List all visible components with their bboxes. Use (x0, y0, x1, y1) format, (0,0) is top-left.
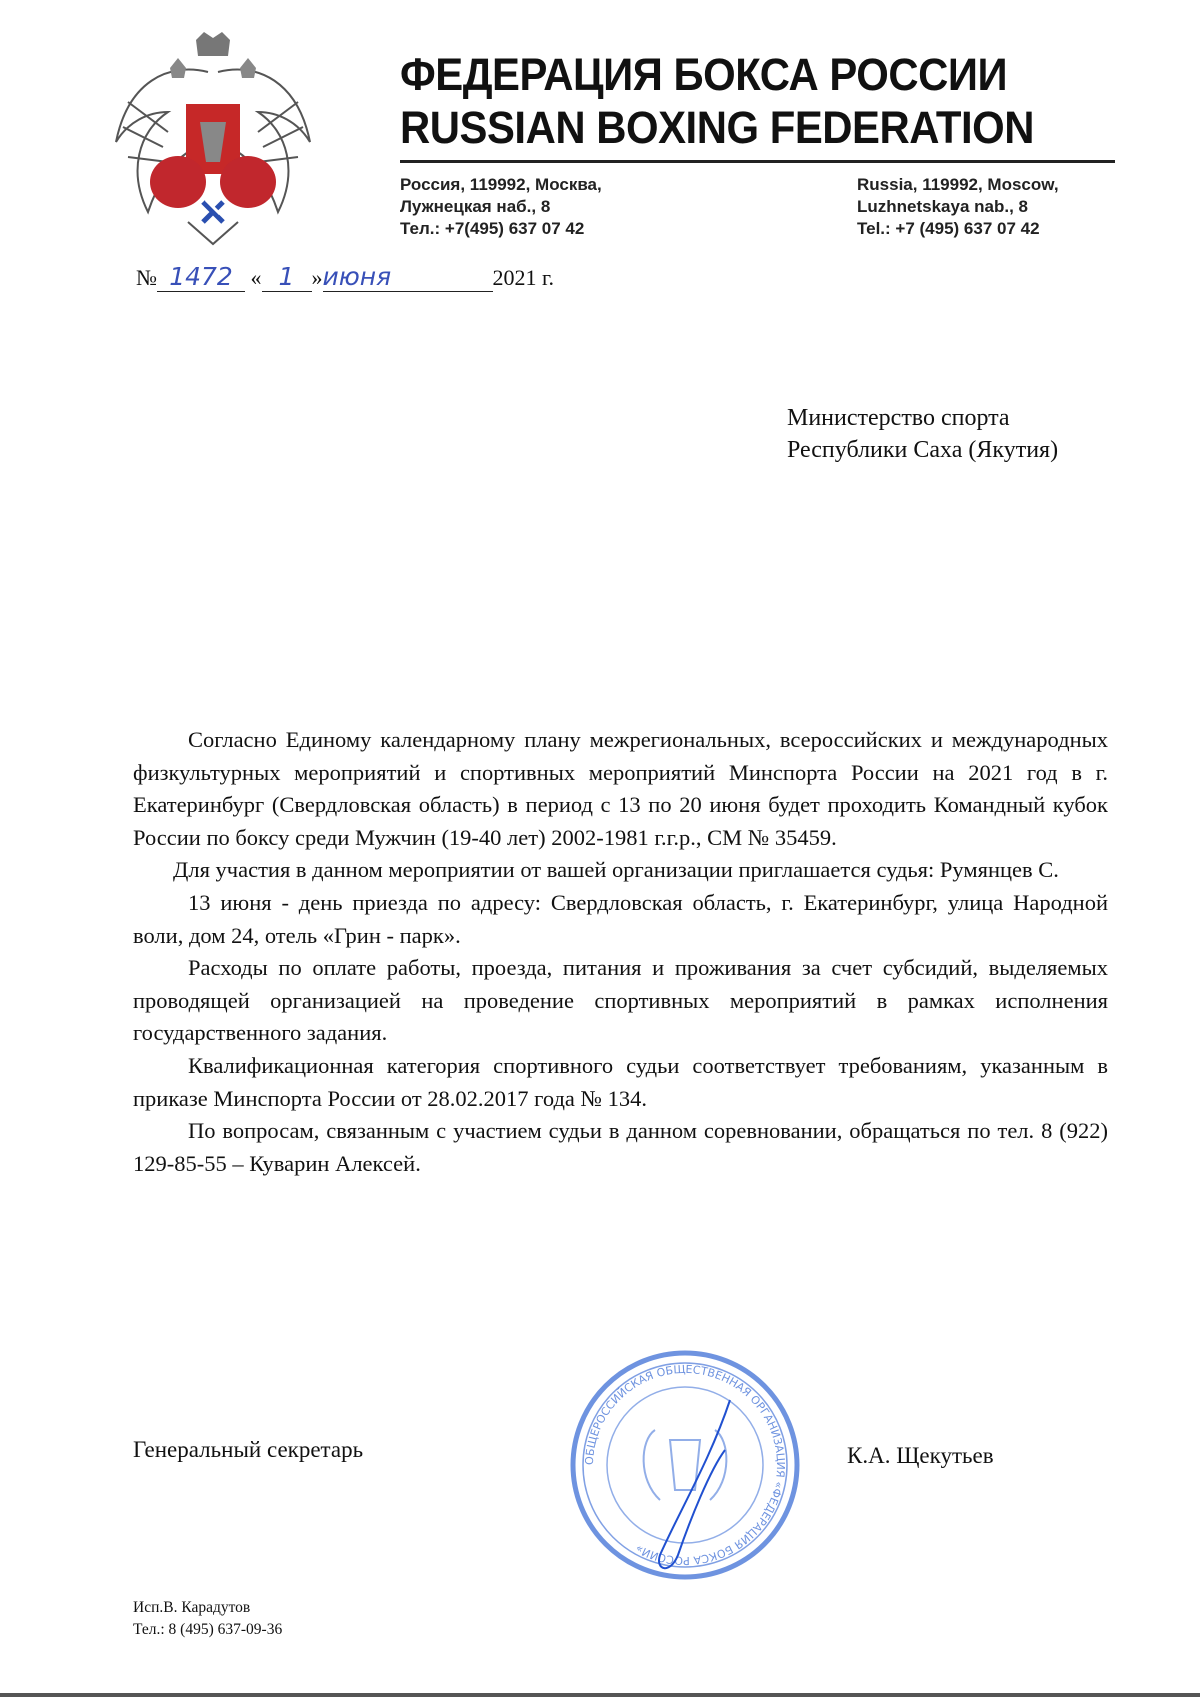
quote-open: « (250, 265, 262, 290)
scan-edge (0, 1693, 1200, 1697)
registration-number: 1472 (157, 262, 245, 292)
title-russian: ФЕДЕРАЦИЯ БОКСА РОССИИ (400, 49, 1008, 100)
eagle-emblem-logo (108, 32, 318, 247)
address-line: Russia, 119992, Moscow, (857, 175, 1059, 194)
executor-info (133, 1597, 282, 1641)
registration-day: 1 (262, 262, 312, 292)
body-paragraph: Для участия в данном мероприятии от вашей организации приглашается судья: Румянцев С. (173, 857, 1059, 883)
phone-line: Tel.: +7 (495) 637 07 42 (857, 219, 1040, 238)
body-paragraph: Расходы по оплате работы, проезда, питания и проживания за счет субсидий, выделяемых проводящей организацией на проведение спортивных мероприятий в рамках исполнения государственного задания. (133, 955, 1108, 1046)
body-paragraph: Квалификационная категория спортивного судьи соответствует требованиям, указанным в приказе Минспорта России от 28.02.2017 года № 134. (133, 1052, 1108, 1111)
recipient-line: Министерство спорта (787, 405, 1010, 431)
address-line: Лужнецкая наб., 8 (400, 197, 551, 216)
address-russian (400, 174, 602, 240)
letterhead-title (400, 48, 1034, 154)
number-label: № (136, 265, 157, 290)
body-paragraph: 13 июня - день приезда по адресу: Свердловская область, г. Екатеринбург, улица Народной воли, дом 24, отель «Грин - парк». (133, 889, 1108, 948)
body-paragraph: Согласно Единому календарному плану межрегиональных, всероссийских и международных физкультурных мероприятий и спортивных мероприятий Минспорта России на 2021 год в г. Екатеринбург (Свердловская область) в период с 13 по 20 июня будет проходить Командный кубок России по боксу среди Мужчин (19-40 лет) 2002-1981 г.г.р., СМ № 35459. (133, 727, 1108, 850)
header-divider (400, 160, 1115, 163)
registration-month: июня (323, 262, 493, 292)
body-paragraph: По вопросам, связанным с участием судьи в данном соревновании, обращаться по тел. 8 (922) 129-85-55 – Куварин Алексей. (133, 1118, 1108, 1176)
phone-line: Тел.: +7(495) 637 07 42 (400, 219, 585, 238)
address-line: Россия, 119992, Москва, (400, 175, 602, 194)
stamp-text: ОБЩЕРОССИЙСКАЯ ОБЩЕСТВЕННАЯ ОРГАНИЗАЦИЯ «ФЕДЕРАЦИЯ БОКСА РОССИИ» (582, 1362, 788, 1568)
official-stamp-seal (560, 1340, 810, 1590)
letter-body (133, 724, 1108, 1180)
registration-year: 2021 г. (492, 265, 555, 290)
executor-name: Исп.В. Карадутов (133, 1599, 251, 1616)
recipient-line: Республики Саха (Якутия) (787, 437, 1059, 463)
title-english: RUSSIAN BOXING FEDERATION (400, 102, 1034, 153)
signatory-name: К.А. Щекутьев (847, 1443, 994, 1468)
address-line: Luzhnetskaya nab., 8 (857, 197, 1028, 216)
executor-phone: Тел.: 8 (495) 637-09-36 (133, 1621, 283, 1638)
registration-line (136, 262, 554, 292)
address-english (857, 174, 1059, 240)
recipient-block (787, 402, 1058, 466)
signatory-position: Генеральный секретарь (133, 1437, 364, 1462)
quote-close: » (311, 265, 323, 290)
